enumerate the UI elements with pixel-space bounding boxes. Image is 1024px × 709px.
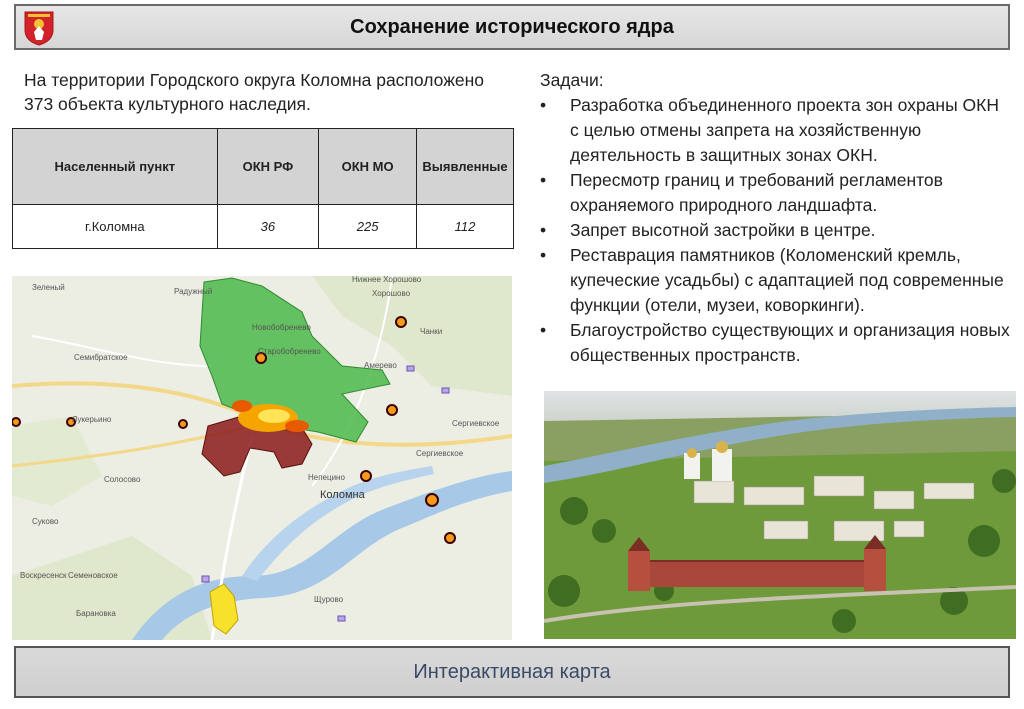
list-item (540, 93, 1010, 168)
task-text: Разработка объединенного проекта зон охраны ОКН с целью отмены запрета на хозяйственную деятельность в защитных зонах ОКН. (570, 95, 999, 165)
map-place-label: Коломна (320, 489, 365, 501)
tasks-block (540, 68, 1010, 368)
kremlin-aerial-photo (544, 391, 1016, 639)
bullet-icon: • (540, 220, 547, 240)
map-place-label: Зеленый (32, 283, 65, 292)
interactive-map-button[interactable] (14, 646, 1010, 698)
tasks-list (540, 93, 1010, 368)
task-text: Пересмотр границ и требований регламентов охраняемого природного ландшафта. (570, 170, 943, 215)
list-item (540, 318, 1010, 368)
map-place-label: Сергиевское (416, 449, 464, 458)
cell-okn-mo: 225 (319, 205, 417, 249)
table-header-row (13, 129, 514, 205)
map-place-label: Радужный (174, 287, 213, 296)
list-item (540, 218, 1010, 243)
photo-illustration (544, 391, 1016, 639)
map-canvas (12, 276, 512, 640)
list-item (540, 243, 1010, 318)
map-place-label: Сергиевское (452, 419, 500, 428)
cell-place: г.Коломна (13, 205, 218, 249)
table-row (13, 205, 514, 249)
map-place-label: Непецино (308, 473, 345, 482)
map-place-label: Старобобренево (258, 347, 321, 356)
map-place-label: Суково (32, 517, 59, 526)
page-title: Сохранение исторического ядра (350, 15, 674, 38)
bullet-icon: • (540, 95, 547, 115)
okn-table (12, 128, 514, 249)
map-place-label: Лукерьино (72, 415, 112, 424)
map-place-label: Чанки (420, 327, 443, 336)
map-place-label: Семибратское (74, 353, 128, 362)
column-header-place: Населенный пункт (13, 129, 218, 205)
coat-of-arms-icon (22, 10, 56, 46)
map-place-label: Солосово (104, 475, 141, 484)
map-place-label: Щурово (314, 595, 344, 604)
column-header-found: Выявленные (417, 129, 514, 205)
column-header-okn-mo: ОКН МО (319, 129, 417, 205)
list-item (540, 168, 1010, 218)
map-place-label: Амерево (364, 361, 397, 370)
task-text: Запрет высотной застройки в центре. (570, 220, 876, 240)
cell-okn-rf: 36 (217, 205, 319, 249)
bullet-icon: • (540, 170, 547, 190)
map-place-label: Хорошово (372, 289, 411, 298)
tasks-heading: Задачи: (540, 70, 604, 90)
heritage-map[interactable] (12, 276, 512, 640)
map-place-label: Новобобренево (252, 323, 311, 332)
map-place-label: Барановка (76, 609, 116, 618)
interactive-map-label: Интерактивная карта (413, 660, 611, 683)
cell-found: 112 (417, 205, 514, 249)
map-place-label: Семеновское (68, 571, 118, 580)
task-text: Благоустройство существующих и организация новых общественных пространств. (570, 320, 1010, 365)
task-text: Реставрация памятников (Коломенский кремль, купеческие усадьбы) с адаптацией под современные функции (отели, музеи, коворкинги). (570, 245, 1004, 315)
bullet-icon: • (540, 320, 547, 340)
bullet-icon: • (540, 245, 547, 265)
column-header-okn-rf: ОКН РФ (217, 129, 319, 205)
map-place-label: Нижнее Хорошово (352, 276, 422, 284)
header-bar (14, 4, 1010, 50)
map-place-label: Воскресенск (20, 571, 67, 580)
intro-text: На территории Городского округа Коломна расположено 373 объекта культурного наследия. (24, 70, 485, 114)
